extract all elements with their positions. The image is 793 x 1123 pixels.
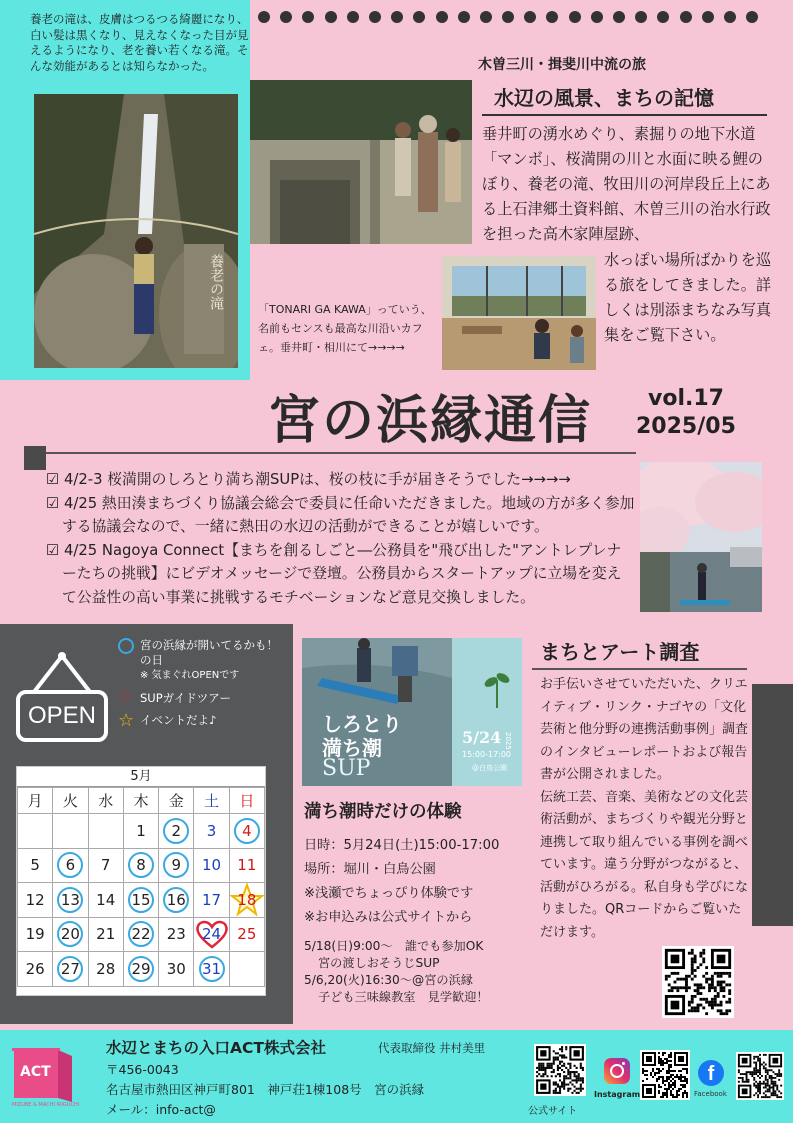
calendar-day [53,848,88,883]
calendar-day: 17 [194,883,229,918]
open-sign-text: OPEN [27,702,96,729]
trip-body-continued: 水っぽい場所ばかりを巡る旅をしてきました。詳しくは別添まちなみ写真集をご覧下さい。 [604,251,772,344]
legend-circle-note: ※ 気まぐれOPENです [140,670,240,681]
sup-detail-line: 場所：堀川・白鳥公園 [304,862,436,877]
instagram-icon[interactable] [604,1058,630,1084]
calendar-day [229,883,264,918]
calendar-week-row [18,848,265,883]
calendar-day: 19 [18,917,53,952]
mambo-photo [250,80,472,244]
news-divider [46,452,636,454]
calendar-day-number: 13 [57,887,83,913]
sup-detail-line: ※浅瀬でちょっぴり体験です [304,886,474,901]
sup-card-time: 15:00-17:00 [462,750,511,759]
calendar-day [159,848,194,883]
logo-subtext: MIZUBE & MACHI IRIGUCHI [12,1102,80,1108]
official-site-qr-code[interactable] [534,1044,586,1096]
calendar-weekday: 日 [229,788,264,814]
sup-card-title-1: しろとり [322,712,402,736]
sup-card-place: @白鳥公園 [472,764,507,772]
art-paragraph: 伝統工芸、音楽、美術などの文化芸術活動が、まちづくりや観光分野と連携して取り組んでいる事例を調べています。違う分野がつながると、活動がひろがる。私自身も学びになりました。QRコードからご覧いただけます。 [540,789,749,940]
calendar-day: 12 [18,883,53,918]
news-item: ☑ 4/2-3 桜満開のしろとり満ち潮SUPは、桜の枝に手が届きそうでした→→→→ [46,471,571,488]
company-name: 水辺とまちの入口ACT株式会社 [106,1039,326,1057]
sup-detail-line: 日時：5月24日(土)15:00-17:00 [304,838,500,853]
calendar-day [123,883,158,918]
calendar-legend [118,638,288,736]
calendar-weekday: 金 [159,788,194,814]
calendar-day [123,952,158,987]
calendar-day [18,814,53,849]
calendar-day [229,952,264,987]
calendar-day-number: 8 [128,852,154,878]
calendar-day-number: 29 [128,956,154,982]
calendar-day [53,814,88,849]
calendar-day: 23 [159,917,194,952]
calendar-day [123,848,158,883]
logo-text: ACT [20,1064,51,1080]
calendar-weekday: 月 [18,788,53,814]
sup-event-card [302,638,522,786]
facebook-icon[interactable]: f [698,1060,724,1086]
calendar-day [53,883,88,918]
calendar-day [194,952,229,987]
calendar-weekday: 水 [88,788,123,814]
trip-body: 垂井町の湧水めぐり、素掘りの地下水道「マンボ」、桜満開の川と水面に映る鯉のぼり、養老の滝、牧田川の河岸段丘上にある上石津郷土資料館、木曽三川の治水行政を担った高木家陣屋跡、 [482,125,771,243]
legend-circle-label: 宮の浜縁が開いてるかも！の日 [140,638,278,667]
schedule-item: 5/6,20(火)16:30～@宮の浜縁 [304,973,473,987]
art-report-qr-code[interactable] [662,946,734,1018]
sup-heading: 満ち潮時だけの体験 [304,802,462,822]
calendar-grid [17,787,265,987]
representative: 代表取締役 井村美里 [378,1041,486,1055]
calendar-weekday-row [18,788,265,814]
heart-marker-icon: ♡ [118,688,133,707]
calendar-weekday: 火 [53,788,88,814]
instagram-qr-code[interactable] [640,1050,690,1100]
calendar-day [229,814,264,849]
side-tab-marker [752,684,793,926]
volume-number: vol.17 [648,386,724,411]
dot-divider [258,6,788,28]
calendar-day: 3 [194,814,229,849]
news-list [46,468,636,609]
calendar-day [194,917,229,952]
open-sign-icon [14,650,110,744]
calendar-weekday: 木 [123,788,158,814]
official-site-label: 公式サイト [528,1106,578,1117]
cafe-photo [442,256,596,370]
legend-star-label: イベントだよ♪ [140,713,217,727]
facebook-qr-code[interactable] [736,1052,784,1100]
calendar-day: 7 [88,848,123,883]
sup-card-year: 2025 [504,732,512,750]
news-item: ☑ 4/25 熱田湊まちづくり協議会総会で委員に任命いただきました。地域の方が多く参加する協議会なので、一緒に熱田の水辺の活動ができることが嬉しいです。 [46,494,635,535]
waterfall-photo [34,94,238,368]
calendar-week-row [18,814,265,849]
calendar-day-number: 24 [202,925,222,944]
calendar-day [88,814,123,849]
sup-detail-line: ※お申込みは公式サイトから [304,910,473,925]
calendar-day [159,883,194,918]
trip-subtitle: 木曽三川・揖斐川中流の旅 [478,57,646,73]
calendar-day: 1 [123,814,158,849]
cafe-caption: 「TONARI GA KAWA」っていう、名前もセンスも最高な川沿いカフェ。垂井町・相川にて→→→→ [258,303,432,354]
calendar-day: 21 [88,917,123,952]
trip-title: 水辺の風景、まちの記憶 [494,86,714,110]
newsletter-title: 宮の浜縁通信 [268,390,593,451]
calendar-day-number: 18 [237,890,257,909]
sup-card-title-2: 満ち潮 [322,736,382,760]
may-calendar [16,766,266,996]
calendar-day: 10 [194,848,229,883]
postal-code: 〒456-0043 [106,1062,179,1077]
calendar-day-number: 15 [128,887,154,913]
calendar-day: 11 [229,848,264,883]
sup-card-title-3: SUP [322,756,371,781]
sup-card-date: 5/24 [462,728,502,747]
art-paragraph: お手伝いさせていただいた、クリエイティブ・リンク・ナゴヤの「文化芸術と他分野の連携活動事例」調査のインタビューレポートおよび報告書が公開されました。 [540,677,749,782]
calendar-day-number: 31 [199,956,225,982]
calendar-day [53,917,88,952]
art-divider [532,668,747,670]
schedule-item-sub: 宮の渡しおそうじSUP [318,956,440,970]
circle-marker-icon [118,638,134,654]
calendar-day: 30 [159,952,194,987]
email: メール：info-act@ [106,1102,216,1117]
legend-heart-label: SUPガイドツアー [140,691,231,705]
facebook-label: Facebook [694,1090,727,1098]
schedule-item-sub: 子ども三味線教室 見学歓迎！ [318,990,489,1004]
event-schedule [304,938,534,1006]
issue-date: 2025/05 [636,414,736,439]
waterfall-caption: 養老の滝は、皮膚はつるつる綺麗になり、白い髪は黒くなり、見えなくなった目が見えるようになり、老を養い若くなる滝。そんな効能があるとは知らなかった。 [30,12,249,73]
calendar-day-number: 16 [163,887,189,913]
calendar-day: 28 [88,952,123,987]
news-tab-marker [24,446,46,470]
art-body [540,674,752,944]
calendar-day: 25 [229,917,264,952]
calendar-day-number: 20 [57,921,83,947]
calendar-day-number: 4 [234,818,260,844]
sakura-sup-photo [640,462,762,612]
calendar-day-number: 22 [128,921,154,947]
star-marker-icon: ☆ [118,710,135,731]
calendar-day-number: 27 [57,956,83,982]
calendar-day [123,917,158,952]
calendar-day-number: 9 [163,852,189,878]
calendar-day: 14 [88,883,123,918]
art-heading: まちとアート調査 [540,640,700,664]
calendar-day: 5 [18,848,53,883]
calendar-week-row [18,883,265,918]
instagram-label: Instagram [594,1090,641,1099]
calendar-day-number: 2 [163,818,189,844]
act-logo [12,1044,88,1110]
leaf-icon [482,668,512,708]
calendar-day [53,952,88,987]
news-item: ☑ 4/25 Nagoya Connect【まちを創るしごと―公務員を"飛び出した"アントレプレナーたちの挑戦】にビデオメッセージで登壇。公務員からスタートアップに立場を変えて公益性の高い事業に挑戦するモチベーションなど意見交換しました。 [46,541,622,606]
sup-details [304,834,534,930]
waterfall-sign-text: 養老の滝 [208,254,224,310]
address: 名古屋市熱田区神戸町801 神戸荘1棟108号 宮の浜縁 [106,1082,425,1097]
calendar-weekday: 土 [194,788,229,814]
calendar-day [159,814,194,849]
calendar-week-row [18,917,265,952]
calendar-day-number: 6 [57,852,83,878]
trip-divider [482,114,767,116]
schedule-item: 5/18(日)9:00～ 誰でも参加OK [304,939,484,953]
calendar-week-row [18,952,265,987]
calendar-day: 26 [18,952,53,987]
calendar-month: 5月 [17,767,265,787]
